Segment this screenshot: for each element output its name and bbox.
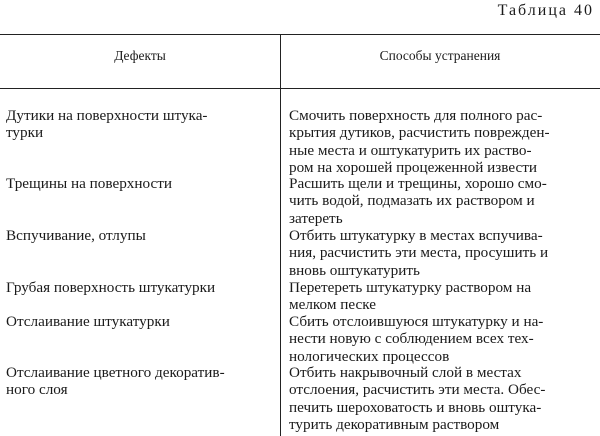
remedy-cell: Отбить штукатурку в местах вспучива- ния, расчистить эти места, просушить и вновь оштукатурить	[289, 227, 549, 279]
remedy-cell: Сбить отслоившуюся штукатурку и на- нести новую с соблюдением всех тех- нологических процессов	[289, 313, 544, 365]
defect-cell: Отслаивание штукатурки	[6, 313, 170, 330]
defect-cell: Отслаивание цветного декоратив- ного слоя	[6, 364, 225, 399]
header-bottom-rule	[0, 88, 600, 89]
defect-cell: Грубая поверхность штукатурки	[6, 279, 216, 296]
defect-cell: Вспучивание, отлупы	[6, 227, 146, 244]
table-caption: Таблица 40	[497, 2, 594, 19]
column-header-defects: Дефекты	[114, 48, 166, 63]
column-header-remedies: Способы устранения	[379, 48, 501, 63]
table-top-rule	[0, 34, 600, 35]
remedy-cell: Расшить щели и трещины, хорошо смо- чить водой, подмазать их раствором и затереть	[289, 175, 547, 227]
remedy-cell: Отбить накрывочный слой в местах отслоения, расчистить эти места. Обес- печить шероховатость и вновь оштука- турить декоративным раствором	[289, 364, 546, 434]
remedy-cell: Смочить поверхность для полного рас- крытия дутиков, расчистить поврежден- ные места и оштукатурить их раство- ром на хорошей процеженной извести	[289, 107, 550, 177]
defect-cell: Дутики на поверхности штука- турки	[6, 107, 208, 142]
remedy-cell: Перетереть штукатурку раствором на мелком песке	[289, 279, 532, 314]
column-divider	[280, 34, 281, 436]
defect-cell: Трещины на поверхности	[6, 175, 172, 192]
